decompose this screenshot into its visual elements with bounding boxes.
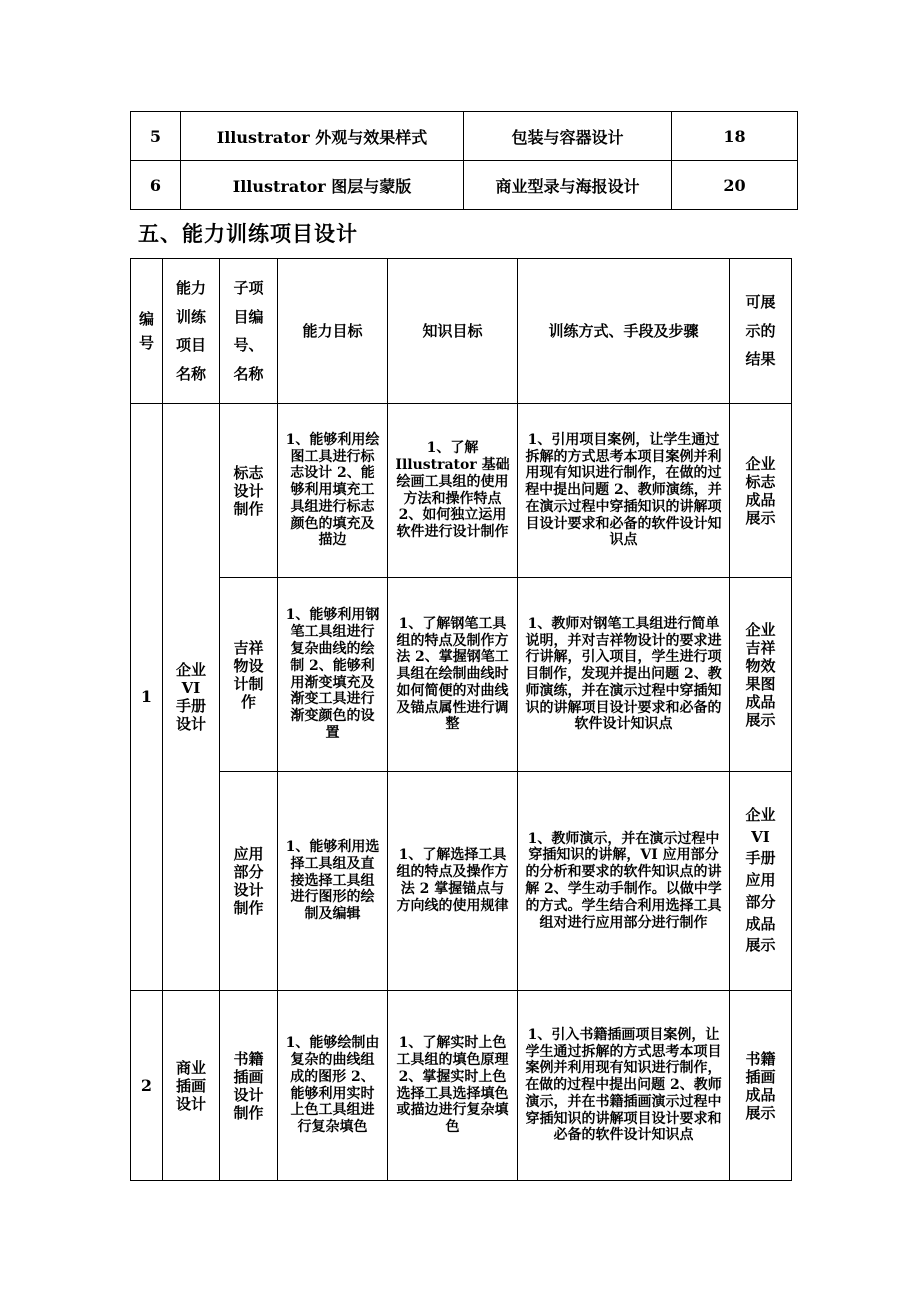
training-method: 1、引入书籍插画项目案例，让学生通过拆解的方式思考本项目案例并利用现有知识进行制作，在做的过程中提出问题 2、教师演示，并在书籍插画演示过程中穿插知识的讲解项目设计要求和必备的软件设计知识点 [518, 991, 730, 1181]
sub-project-name: 书籍 插画 设计 制作 [220, 991, 278, 1181]
header-sub-project: 子项 目编 号、 名称 [220, 259, 278, 404]
training-method: 1、教师对钢笔工具组进行简单说明，并对吉祥物设计的要求进行讲解，引入项目，学生进行项目制作，发现并提出问题 2、教师演练，并在演示过程中穿插知识的讲解项目设计要求和必备的软件设计知识点 [518, 578, 730, 772]
result: 企业 VI 手册 应用 部分 成品 展示 [730, 772, 792, 991]
sub-project-name: 标志 设计 制作 [220, 404, 278, 578]
header-training-method: 训练方式、手段及步骤 [518, 259, 730, 404]
sub-project-name: 吉祥 物设 计制 作 [220, 578, 278, 772]
project-topic: 包装与容器设计 [464, 112, 672, 161]
row-number: 5 [131, 112, 181, 161]
training-method: 1、引用项目案例，让学生通过拆解的方式思考本项目案例并利用现有知识进行制作，在做的过程中提出问题 2、教师演练，并在演示过程中穿插知识的讲解项目设计要求和必备的软件设计知识点 [518, 404, 730, 578]
knowledge-goal: 1、了解钢笔工具组的特点及制作方法 2、掌握钢笔工具组在绘制曲线时如何简便的对曲线及锚点属性进行调整 [388, 578, 518, 772]
ability-goal: 1、能够绘制由复杂的曲线组成的图形 2、能够利用实时上色工具组进行复杂填色 [278, 991, 388, 1181]
knowledge-goal: 1、了解实时上色工具组的填色原理 2、掌握实时上色选择工具选择填色或描边进行复杂填色 [388, 991, 518, 1181]
project-name: 商业 插画 设计 [163, 991, 220, 1181]
table-row [131, 112, 798, 161]
result: 书籍 插画 成品 展示 [730, 991, 792, 1181]
result: 企业 吉祥 物效 果图 成品 展示 [730, 578, 792, 772]
training-method: 1、教师演示，并在演示过程中穿插知识的讲解，VI 应用部分的分析和要求的软件知识点的讲解 2、学生动手制作。以做中学的方式。学生结合利用选择工具组对进行应用部分进行制作 [518, 772, 730, 991]
result: 企业 标志 成品 展示 [730, 404, 792, 578]
knowledge-goal: 1、了解 Illustrator 基础绘画工具组的使用方法和操作特点 2、如何独立运用软件进行设计制作 [388, 404, 518, 578]
project-number: 1 [131, 404, 163, 991]
hours-value: 18 [672, 112, 798, 161]
table-header-row [131, 259, 792, 404]
header-ability-goal: 能力目标 [278, 259, 388, 404]
sub-project-name: 应用 部分 设计 制作 [220, 772, 278, 991]
table-row [131, 578, 792, 772]
project-topic: 商业型录与海报设计 [464, 161, 672, 210]
ability-goal: 1、能够利用选择工具组及直接选择工具组进行图形的绘制及编辑 [278, 772, 388, 991]
software-topic: Illustrator 外观与效果样式 [181, 112, 464, 161]
knowledge-goal: 1、了解选择工具组的特点及操作方法 2 掌握锚点与方向线的使用规律 [388, 772, 518, 991]
training-project-table [130, 258, 792, 1181]
project-number: 2 [131, 991, 163, 1181]
header-number: 编 号 [131, 259, 163, 404]
course-summary-table [130, 111, 798, 210]
project-name: 企业 VI 手册 设计 [163, 404, 220, 991]
row-number: 6 [131, 161, 181, 210]
header-result: 可展 示的 结果 [730, 259, 792, 404]
ability-goal: 1、能够利用钢笔工具组进行复杂曲线的绘制 2、能够利用渐变填充及渐变工具进行渐变颜色的设置 [278, 578, 388, 772]
header-knowledge-goal: 知识目标 [388, 259, 518, 404]
table-row [131, 991, 792, 1181]
table-row [131, 404, 792, 578]
header-project-name: 能力 训练 项目 名称 [163, 259, 220, 404]
software-topic: Illustrator 图层与蒙版 [181, 161, 464, 210]
hours-value: 20 [672, 161, 798, 210]
ability-goal: 1、能够利用绘图工具进行标志设计 2、能够利用填充工具组进行标志颜色的填充及描边 [278, 404, 388, 578]
section-title: 五、能力训练项目设计 [138, 222, 358, 246]
table-row [131, 161, 798, 210]
table-row [131, 772, 792, 991]
